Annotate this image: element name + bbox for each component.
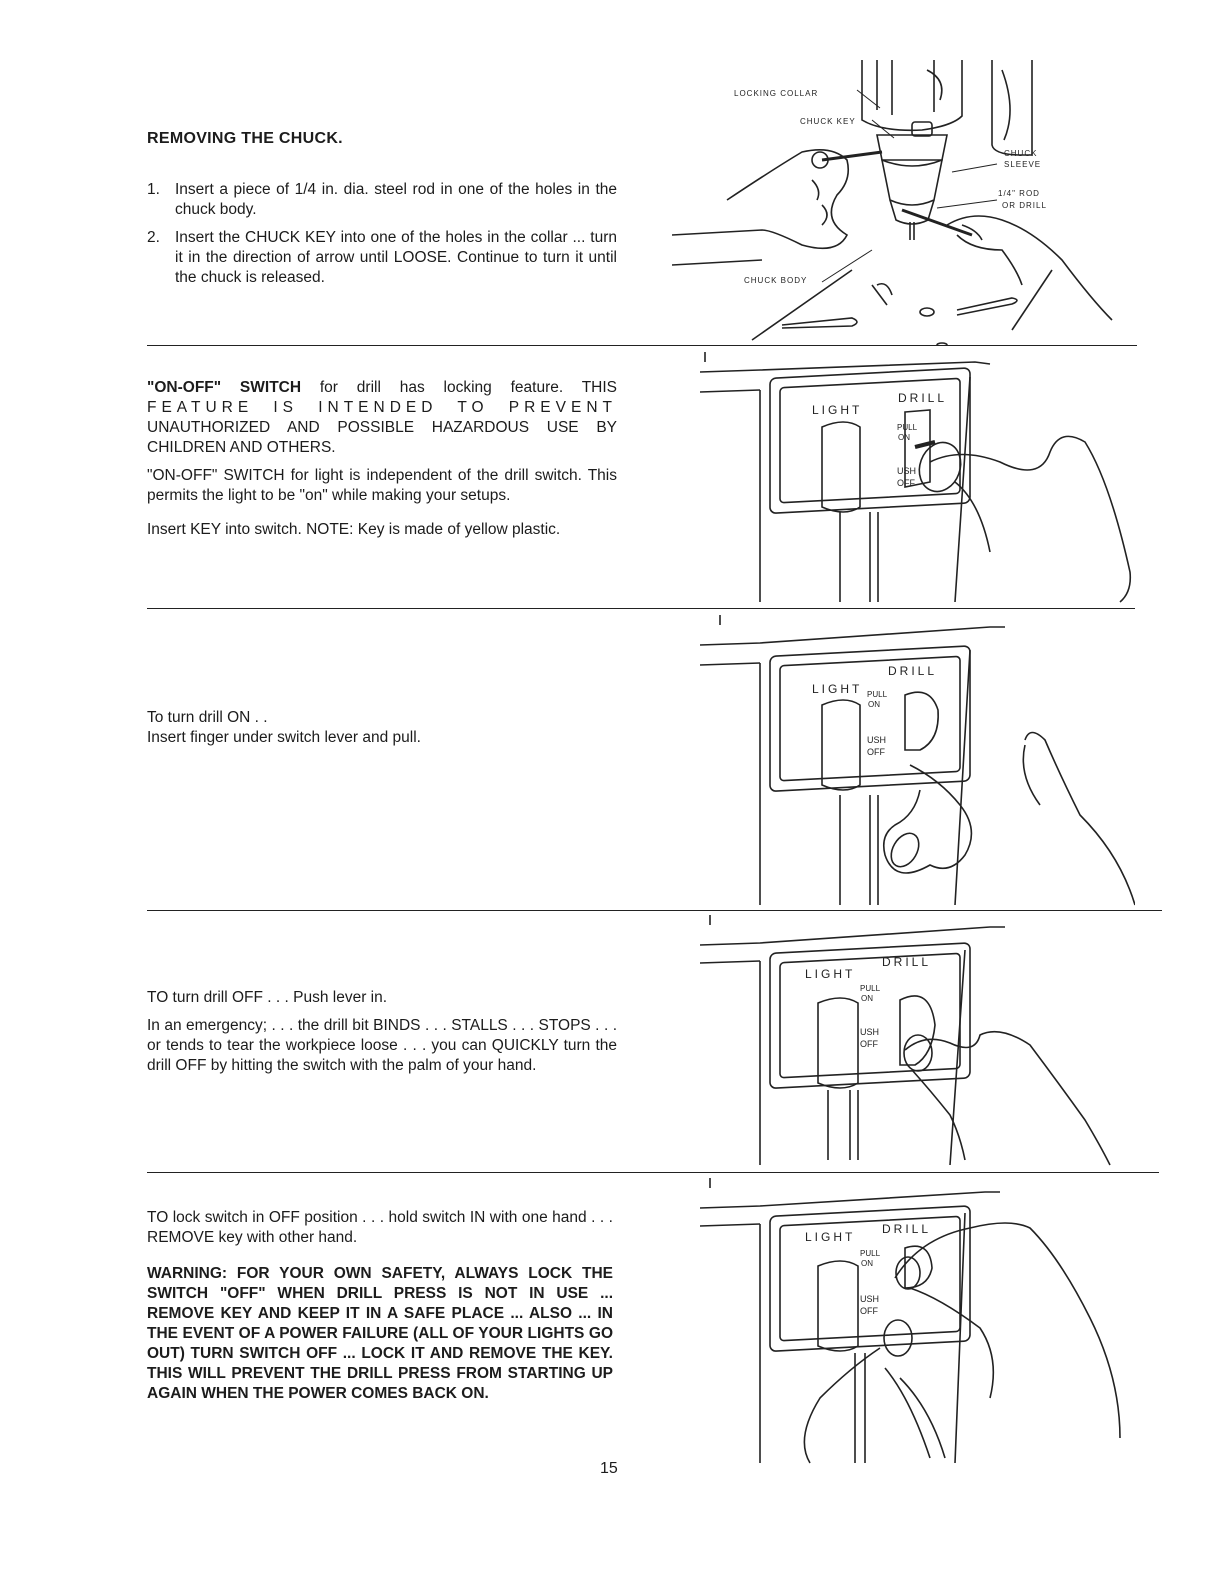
switch-text-spaced: FEATURE IS INTENDED TO PREVENT [147, 399, 617, 416]
switch-bold-label: "ON-OFF" SWITCH [147, 379, 302, 396]
step-number: 1. [147, 181, 160, 198]
panel-push-label: USH [867, 735, 887, 745]
panel-push-label: USH [860, 1027, 880, 1037]
switch-panel-remove-key-illustration [700, 1178, 1135, 1468]
panel-pull-label: PULL [867, 690, 888, 699]
step-text: Insert the CHUCK KEY into one of the holes in the collar ... turn it in the direction of arrow until LOOSE. Continue to turn it until the chuck is released. [175, 229, 617, 286]
panel-on-label: ON [898, 433, 910, 442]
panel-on-label: ON [868, 700, 880, 709]
panel-light-label: LIGHT [812, 403, 863, 417]
panel-light-label: LIGHT [812, 682, 863, 696]
panel-drill-label: DRILL [888, 664, 938, 678]
chuck-removal-figure [672, 60, 1122, 345]
switch-panel-push-illustration [700, 915, 1135, 1170]
panel-push-label: USH [897, 466, 917, 476]
light-switch-paragraph: "ON-OFF" SWITCH for light is independent of the drill switch. This permits the light to be "on" while making your setups. [147, 467, 617, 504]
panel-off-label: OFF [860, 1039, 878, 1049]
label-locking-collar: LOCKING COLLAR [734, 89, 819, 98]
page-number: 15 [600, 1460, 618, 1477]
section-divider [147, 910, 1162, 911]
turn-off-instructions [147, 988, 617, 1084]
emergency-paragraph: In an emergency; . . . the drill bit BINDS . . . STALLS . . . STOPS . . . or tends to tear the workpiece loose . . . you can QUICKLY turn the drill OFF by hitting the switch with the palm of your hand. [147, 1017, 617, 1074]
panel-off-label: OFF [897, 478, 915, 488]
switch-feature-paragraph [147, 378, 617, 458]
switch-text-a: for drill has locking feature. THIS [301, 379, 617, 396]
panel-on-label: ON [861, 1259, 873, 1268]
panel-light-label: LIGHT [805, 967, 856, 981]
lock-switch-figure [700, 1178, 1135, 1468]
panel-off-label: OFF [867, 747, 885, 757]
panel-pull-label: PULL [860, 984, 881, 993]
step-text: Insert a piece of 1/4 in. dia. steel rod in one of the holes in the chuck body. [175, 181, 617, 218]
lock-switch-instructions [147, 1208, 613, 1412]
panel-pull-label: PULL [860, 1249, 881, 1258]
safety-warning-paragraph: WARNING: FOR YOUR OWN SAFETY, ALWAYS LOCK THE SWITCH "OFF" WHEN DRILL PRESS IS NOT IN USE ... REMOVE KEY AND KEEP IT IN A SAFE PLACE ... ALSO ... IN THE EVENT OF A POWER FAILURE (ALL OF YOUR LIGHTS GO OUT) TURN SWITCH OFF ... LOCK IT AND REMOVE THE KEY. THIS WILL PREVENT THE DRILL PRESS FROM STARTING UP AGAIN WHEN THE POWER COMES BACK ON. [147, 1265, 613, 1402]
panel-drill-label: DRILL [882, 1222, 932, 1236]
chuck-illustration [672, 60, 1122, 345]
lock-switch-paragraph: TO lock switch in OFF position . . . hold switch IN with one hand . . . REMOVE key with other hand. [147, 1209, 613, 1246]
switch-panel-pull-illustration [700, 615, 1135, 910]
section-divider [147, 608, 1135, 609]
section-divider [147, 345, 1137, 346]
insert-key-figure [700, 352, 1135, 607]
label-chuck-sleeve-line2: SLEEVE [1004, 160, 1042, 169]
panel-on-label: ON [861, 994, 873, 1003]
panel-light-label: LIGHT [805, 1230, 856, 1244]
label-chuck-sleeve-line1: CHUCK [1004, 149, 1038, 158]
chuck-figure-labels [734, 89, 1047, 285]
section-divider [147, 1172, 1159, 1173]
switch-text-b: UNAUTHORIZED AND POSSIBLE HAZARDOUS USE BY CHILDREN AND OTHERS. [147, 419, 617, 456]
label-chuck-key: CHUCK KEY [800, 117, 856, 126]
step-number: 2. [147, 229, 160, 246]
chuck-step-2 [147, 228, 617, 288]
label-chuck-body: CHUCK BODY [744, 276, 808, 285]
turn-on-line2: Insert finger under switch lever and pull. [147, 729, 421, 746]
panel-push-label: USH [860, 1294, 880, 1304]
chuck-step-1 [147, 180, 617, 220]
turn-on-line1: To turn drill ON . . [147, 709, 268, 726]
panel-pull-label: PULL [897, 423, 918, 432]
label-rod-line1: 1/4" ROD [998, 189, 1040, 198]
section-heading-removing-chuck: REMOVING THE CHUCK. [147, 130, 343, 147]
turn-off-paragraph: TO turn drill OFF . . . Push lever in. [147, 989, 388, 1006]
turn-on-figure [700, 615, 1135, 910]
switch-description [147, 378, 617, 548]
label-rod-line2: OR DRILL [1002, 201, 1047, 210]
turn-off-figure [700, 915, 1135, 1170]
panel-drill-label: DRILL [882, 955, 932, 969]
switch-panel-illustration [700, 352, 1135, 607]
panel-drill-label: DRILL [898, 391, 948, 405]
insert-key-paragraph: Insert KEY into switch. NOTE: Key is made of yellow plastic. [147, 521, 561, 538]
turn-on-instructions [147, 708, 617, 748]
chuck-steps-list [147, 180, 617, 296]
panel-off-label: OFF [860, 1306, 878, 1316]
